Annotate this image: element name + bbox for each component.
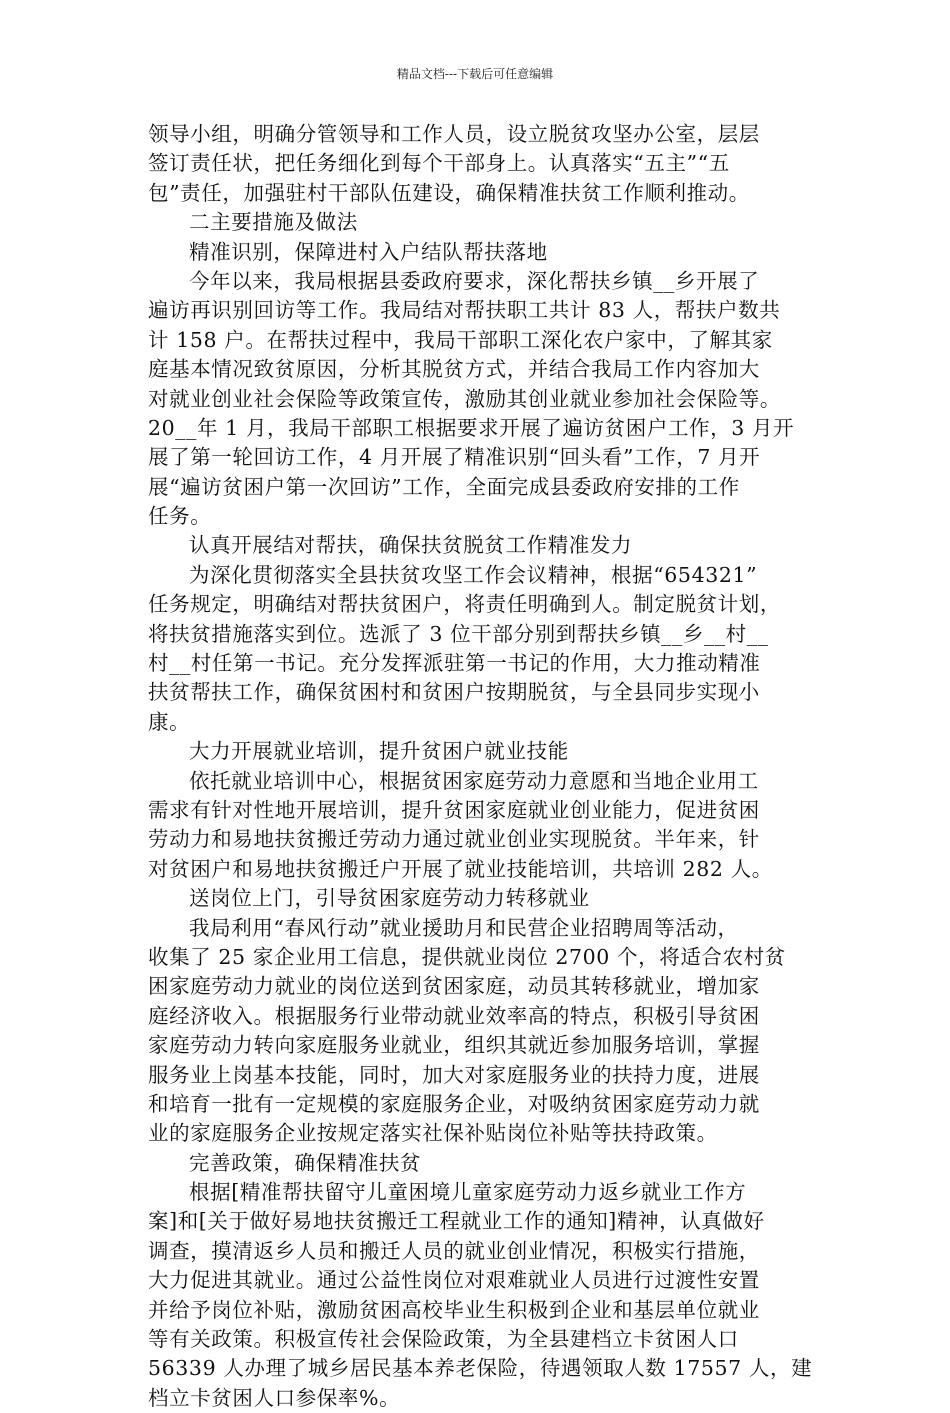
text-line: 为深化贯彻落实全县扶贫攻坚工作会议精神，根据“654321” xyxy=(189,562,758,587)
text-line: 对贫困户和易地扶贫搬迁户开展了就业技能培训，共培训 282 人。 xyxy=(148,856,773,881)
text-line: 签订责任状，把任务细化到每个干部身上。认真落实“五主”“五 xyxy=(148,151,730,176)
text-line: 展“遍访贫困户第一次回访”工作，全面完成县委政府安排的工作 xyxy=(148,474,740,499)
text-line: 收集了 25 家企业用工信息，提供就业岗位 2700 个，将适合农村贫 xyxy=(148,944,786,969)
text-line: 遍访再识别回访等工作。我局结对帮扶职工共计 83 人，帮扶户数共 xyxy=(148,298,781,323)
text-line: 困家庭劳动力就业的岗位送到贫困家庭，动员其转移就业，增加家 xyxy=(148,974,760,999)
text-line: 认真开展结对帮扶，确保扶贫脱贫工作精准发力 xyxy=(189,533,633,558)
text-line: 劳动力和易地扶贫搬迁劳动力通过就业创业实现脱贫。半年来，针 xyxy=(148,827,760,852)
text-line: 康。 xyxy=(148,709,191,734)
text-line: 业的家庭服务企业按规定落实社保补贴岗位补贴等扶持政策。 xyxy=(148,1121,718,1146)
text-line: 根据[精准帮扶留守儿童困境儿童家庭劳动力返乡就业工作方 xyxy=(189,1180,747,1205)
text-line: 庭基本情况致贫原因，分析其脱贫方式，并结合我局工作内容加大 xyxy=(148,357,760,382)
text-line: 任务。 xyxy=(148,504,212,529)
text-line: 并给予岗位补贴，激励贫困高校毕业生积极到企业和基层单位就业 xyxy=(148,1297,760,1322)
text-line: 将扶贫措施落实到位。选派了 3 位干部分别到帮扶乡镇__乡__村__ xyxy=(148,621,769,646)
text-line: 调查，摸清返乡人员和搬迁人员的就业创业情况，积极实行措施， xyxy=(148,1238,760,1263)
text-line: 精准识别，保障进村入户结队帮扶落地 xyxy=(189,239,548,264)
text-line: 20__年 1 月，我局干部职工根据要求开展了遍访贫困户工作，3 月开 xyxy=(148,415,795,440)
text-line: 今年以来，我局根据县委政府要求，深化帮扶乡镇__乡开展了 xyxy=(189,268,760,293)
page-header: 精品文档---下载后可任意编辑 xyxy=(396,67,554,81)
text-line: 家庭劳动力转向家庭服务业就业，组织其就近参加服务培训，掌握 xyxy=(148,1033,760,1058)
text-line: 完善政策，确保精准扶贫 xyxy=(189,1150,422,1175)
text-line: 我局利用“春风行动”就业援助月和民营企业招聘周等活动， xyxy=(189,915,739,940)
text-line: 送岗位上门，引导贫困家庭劳动力转移就业 xyxy=(189,886,590,911)
text-line: 任务规定，明确结对帮扶贫困户，将责任明确到人。制定脱贫计划， xyxy=(148,592,781,617)
text-line: 需求有针对性地开展培训，提升贫困家庭就业创业能力，促进贫困 xyxy=(148,797,760,822)
text-line: 56339 人办理了城乡居民基本养老保险，待遇领取人数 17557 人，建 xyxy=(148,1356,813,1381)
document-body xyxy=(148,120,813,1413)
text-line: 依托就业培训中心，根据贫困家庭劳动力意愿和当地企业用工 xyxy=(189,768,759,793)
text-line: 案]和[关于做好易地扶贫搬迁工程就业工作的通知]精神，认真做好 xyxy=(148,1209,765,1234)
text-line: 扶贫帮扶工作，确保贫困村和贫困户按期脱贫，与全县同步实现小 xyxy=(148,680,760,705)
text-line: 庭经济收入。根据服务行业带动就业效率高的特点，积极引导贫困 xyxy=(148,1003,760,1028)
text-line: 对就业创业社会保险等政策宣传，激励其创业就业参加社会保险等。 xyxy=(148,386,781,411)
text-line: 领导小组，明确分管领导和工作人员，设立脱贫攻坚办公室，层层 xyxy=(148,122,760,146)
text-line: 档立卡贫困人口参保率%。 xyxy=(148,1385,401,1410)
text-line: 等有关政策。积极宣传社会保险政策，为全县建档立卡贫困人口 xyxy=(148,1327,739,1352)
text-line: 计 158 户。在帮扶过程中，我局干部职工深化农户家中，了解其家 xyxy=(148,327,773,352)
text-line: 大力促进其就业。通过公益性岗位对艰难就业人员进行过渡性安置 xyxy=(148,1268,760,1293)
text-line: 展了第一轮回访工作，4 月开展了精准识别“回头看”工作，7 月开 xyxy=(148,445,761,470)
text-line: 大力开展就业培训，提升贫困户就业技能 xyxy=(189,739,569,764)
text-line: 服务业上岗基本技能，同时，加大对家庭服务业的扶持力度，进展 xyxy=(148,1062,760,1087)
text-line: 包”责任，加强驻村干部队伍建设，确保精准扶贫工作顺利推动。 xyxy=(148,180,750,205)
text-line: 二主要措施及做法 xyxy=(189,210,358,235)
text-line: 和培育一批有一定规模的家庭服务企业，对吸纳贫困家庭劳动力就 xyxy=(148,1091,760,1116)
text-line: 村__村任第一书记。充分发挥派驻第一书记的作用，大力推动精准 xyxy=(148,651,761,676)
